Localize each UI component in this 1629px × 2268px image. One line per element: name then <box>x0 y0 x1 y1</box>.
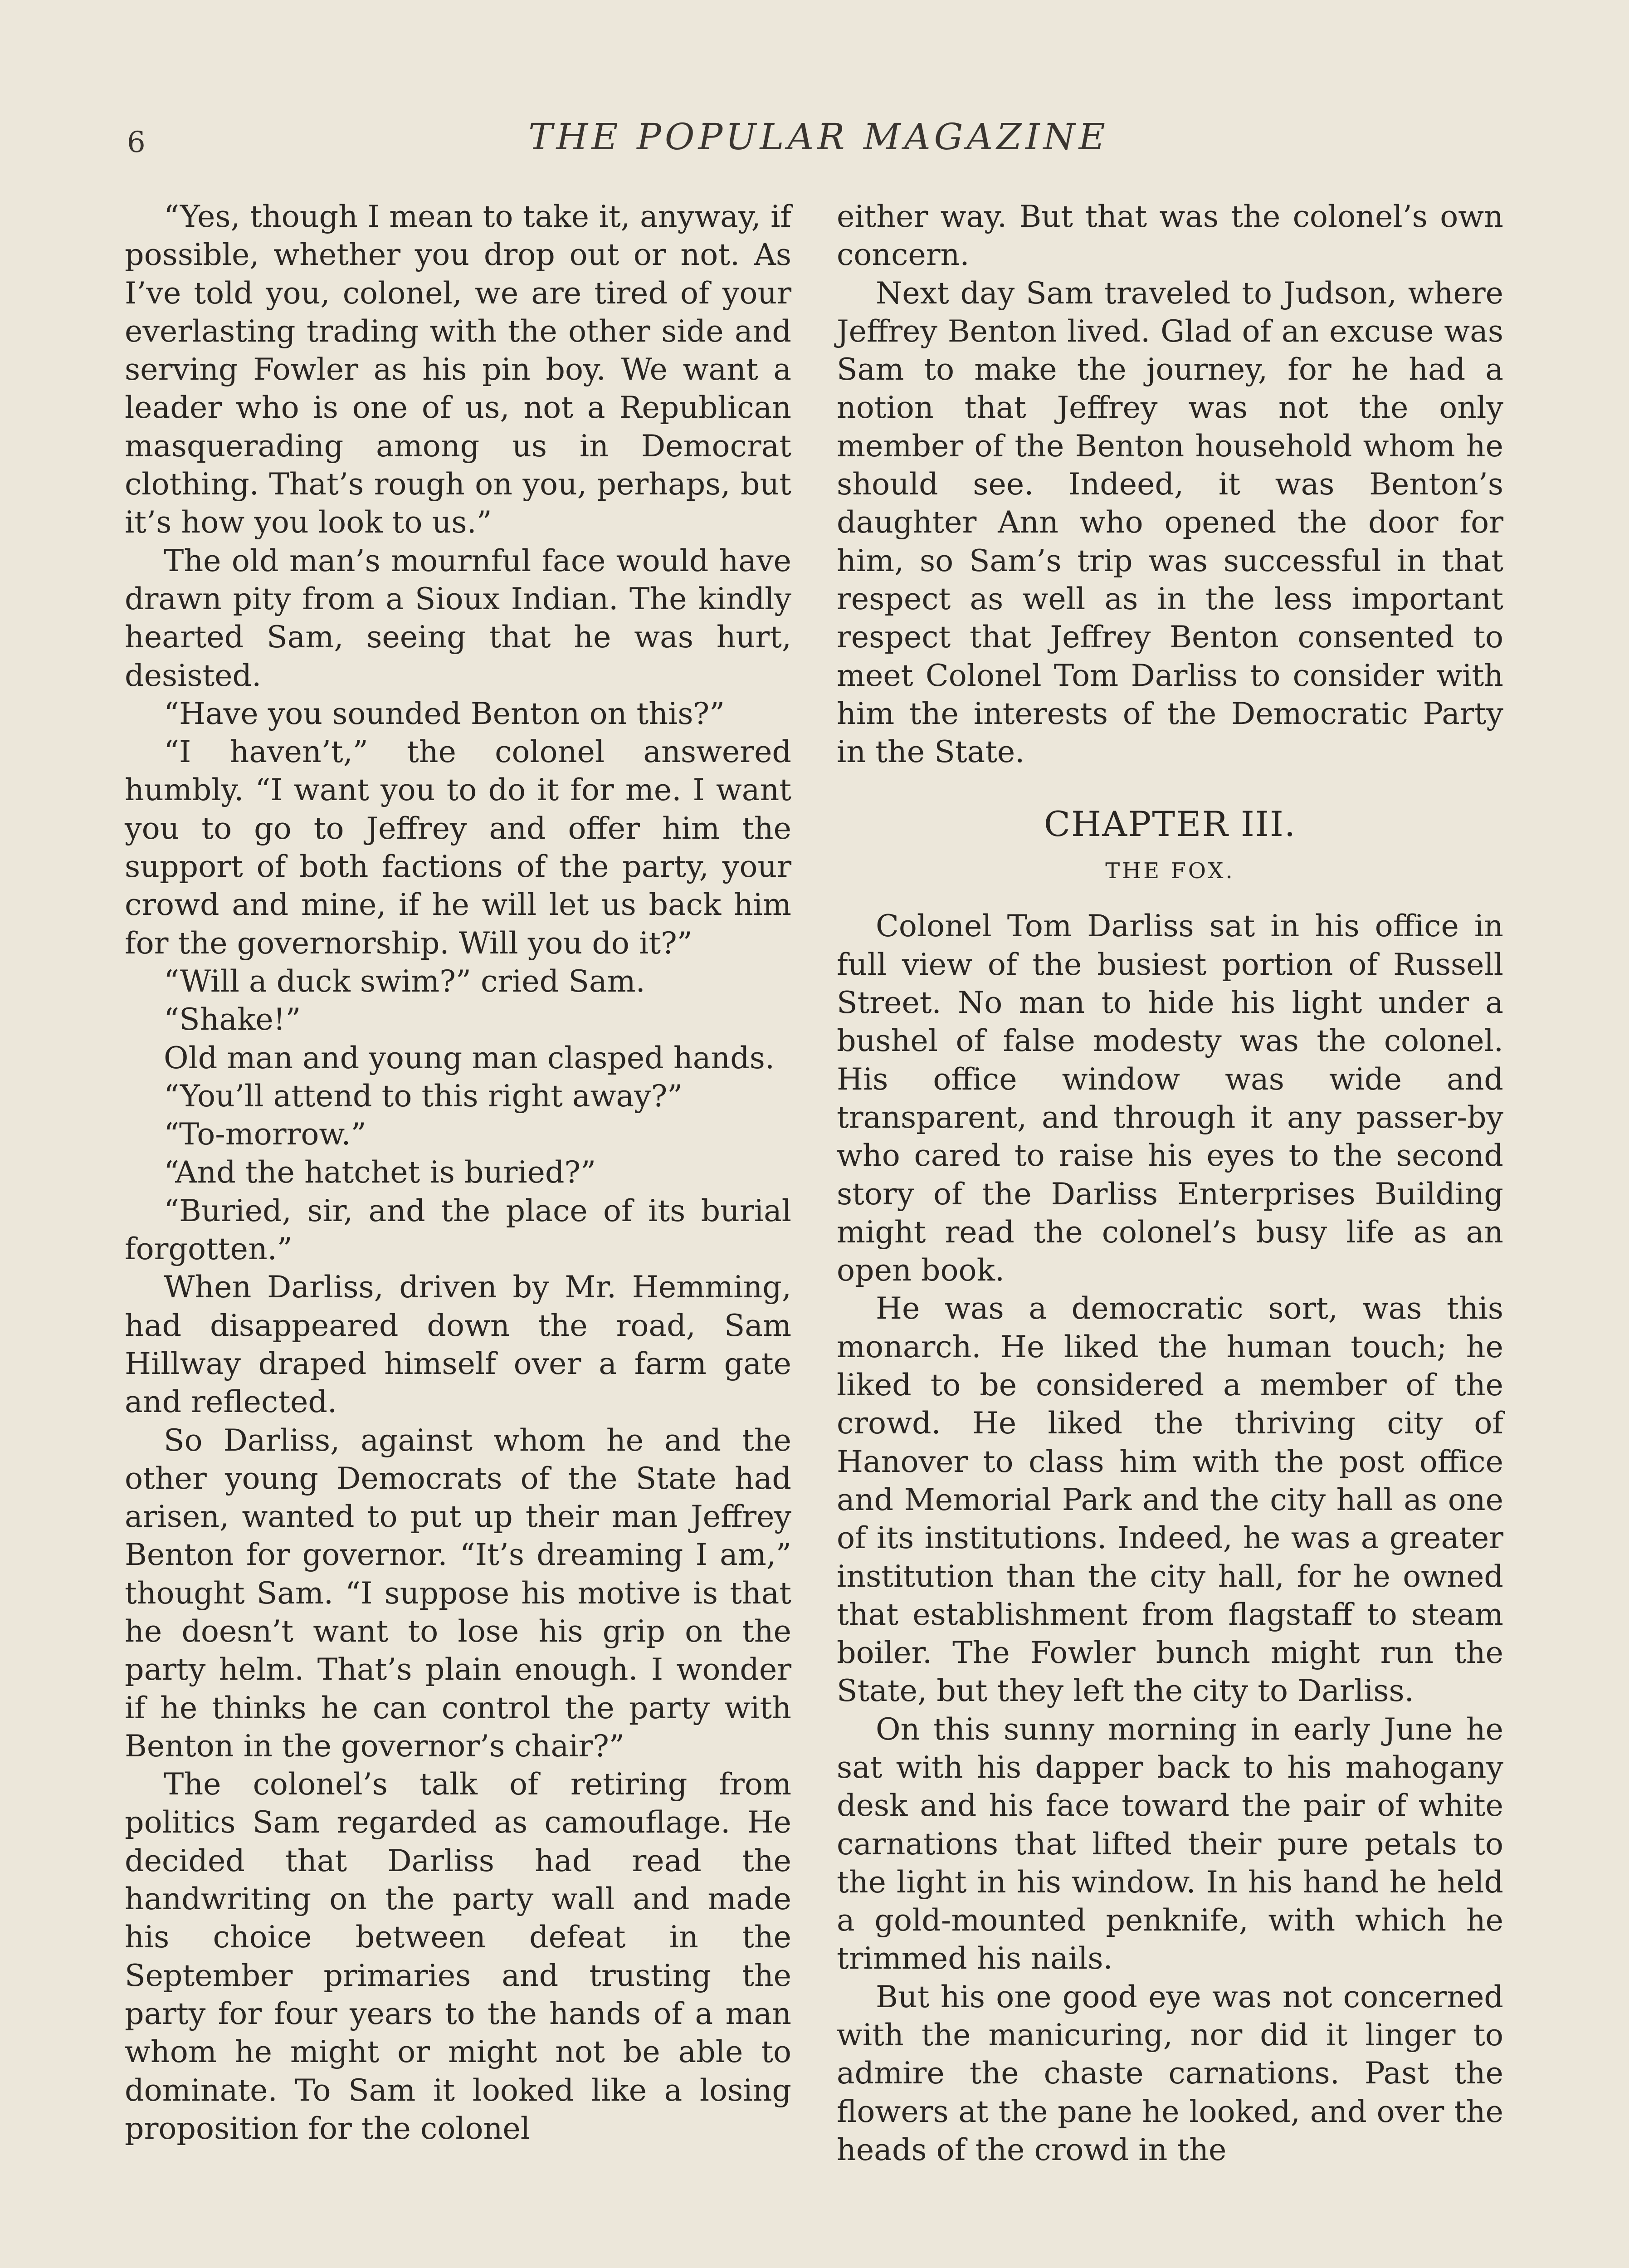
paragraph: Old man and young man clasped hands. <box>164 1040 775 1075</box>
paragraph: “Have you sounded Benton on this?” <box>164 695 725 731</box>
paragraph: “Will a duck swim?” cried Sam. <box>164 963 645 999</box>
paragraph: The old man’s mournful face would have drawn pity from a Sioux Indian. The kindly hearted Sam, seeing that he was hurt, desisted. <box>125 543 791 693</box>
paragraph: On this sunny morning in early June he sat with his dapper back to his mahogany desk and his face toward the pair of white carnations that lifted their pure petals to the light in his window. In his hand he held a gold-mounted penknife, with which he trimmed his nails. <box>837 1711 1503 1976</box>
paragraph: When Darliss, driven by Mr. Hemming, had disappeared down the road, Sam Hillway draped himself over a farm gate and reflected. <box>125 1269 791 1420</box>
paragraph: But his one good eye was not concerned with the manicuring, nor did it linger to admire the chaste carnations. Past the flowers at the pane he looked, and over the heads of the crowd in the <box>837 1979 1503 2167</box>
paragraph: “Yes, though I mean to take it, anyway, if possible, whether you drop out or not. As I’ve told you, colonel, we are tired of your everlasting trading with the other side and serving Fowler as his pin boy. We want a leader who is one of us, not a Republican masquerading among us in Democrat clothing. That’s rough on you, perhaps, but it’s how you look to us.” <box>125 199 791 540</box>
paragraph: “I haven’t,” the colonel answered humbly. “I want you to do it for me. I want you to go to Jeffrey and offer him the support of both factions of the party, your crowd and mine, if he will let us back him for the governorship. Will you do it?” <box>125 734 791 961</box>
page-header <box>127 116 1510 166</box>
paragraph: “And the hatchet is buried?” <box>164 1154 596 1190</box>
paragraph: The colonel’s talk of retiring from politics Sam regarded as camouflage. He decided that Darliss had read the handwriting on the party wall and made his choice between defeat in the September primaries and trusting the party for four years to the hands of a man whom he might or might not be able to dominate. To Sam it looked like a losing proposition for the colonel <box>125 1766 791 2146</box>
magazine-title: THE POPULAR MAGAZINE <box>528 116 1109 158</box>
chapter-heading: CHAPTER III. <box>1044 804 1297 845</box>
paragraph-continued: either way. But that was the colonel’s own concern. <box>837 199 1503 273</box>
paragraph: “To-morrow.” <box>164 1116 366 1152</box>
paragraph: He was a democratic sort, was this monarch. He liked the human touch; he liked to be considered a member of the crowd. He liked the thriving city of Hanover to class him with the post office and Memorial Park and the city hall as one of its institutions. Indeed, he was a greater institution than the city hall, for he owned that establishment from flagstaff to steam boiler. The Fowler bunch might run the State, but they left the city to Darliss. <box>837 1290 1503 1709</box>
page-number: 6 <box>127 126 146 159</box>
paragraph: So Darliss, against whom he and the other young Democrats of the State had arisen, wanted to put up their man Jeffrey Benton for governor. “It’s dreaming I am,” thought Sam. “I suppose his motive is that he doesn’t want to lose his grip on the party helm. That’s plain enough. I wonder if he thinks he can control the party with Benton in the governor’s chair?” <box>125 1422 791 1764</box>
paragraph: “Shake!” <box>164 1002 301 1037</box>
paragraph: Colonel Tom Darliss sat in his office in full view of the busiest portion of Russell Street. No man to hide his light under a bushel of false modesty was the colonel. His office window was wide and transparent, and through it any passer-by who cared to raise his eyes to the second story of the Darliss Enterprises Building might read the colonel’s busy life as an open book. <box>837 908 1503 1288</box>
chapter-subtitle: THE FOX. <box>1105 858 1235 884</box>
paragraph: Next day Sam traveled to Judson, where Jeffrey Benton lived. Glad of an excuse was Sam to make the journey, for he had a notion that Jeffrey was not the only member of the Benton household whom he should see. Indeed, it was Benton’s daughter Ann who opened the door for him, so Sam’s trip was successful in that respect as well as in the less important respect that Jeffrey Benton consented to meet Colonel Tom Darliss to consider with him the interests of the Democratic Party in the State. <box>837 275 1503 770</box>
right-column <box>837 197 1503 2169</box>
paragraph: “Buried, sir, and the place of its burial forgotten.” <box>125 1193 791 1267</box>
paragraph: “You’ll attend to this right away?” <box>164 1078 683 1114</box>
left-column <box>125 197 791 2147</box>
